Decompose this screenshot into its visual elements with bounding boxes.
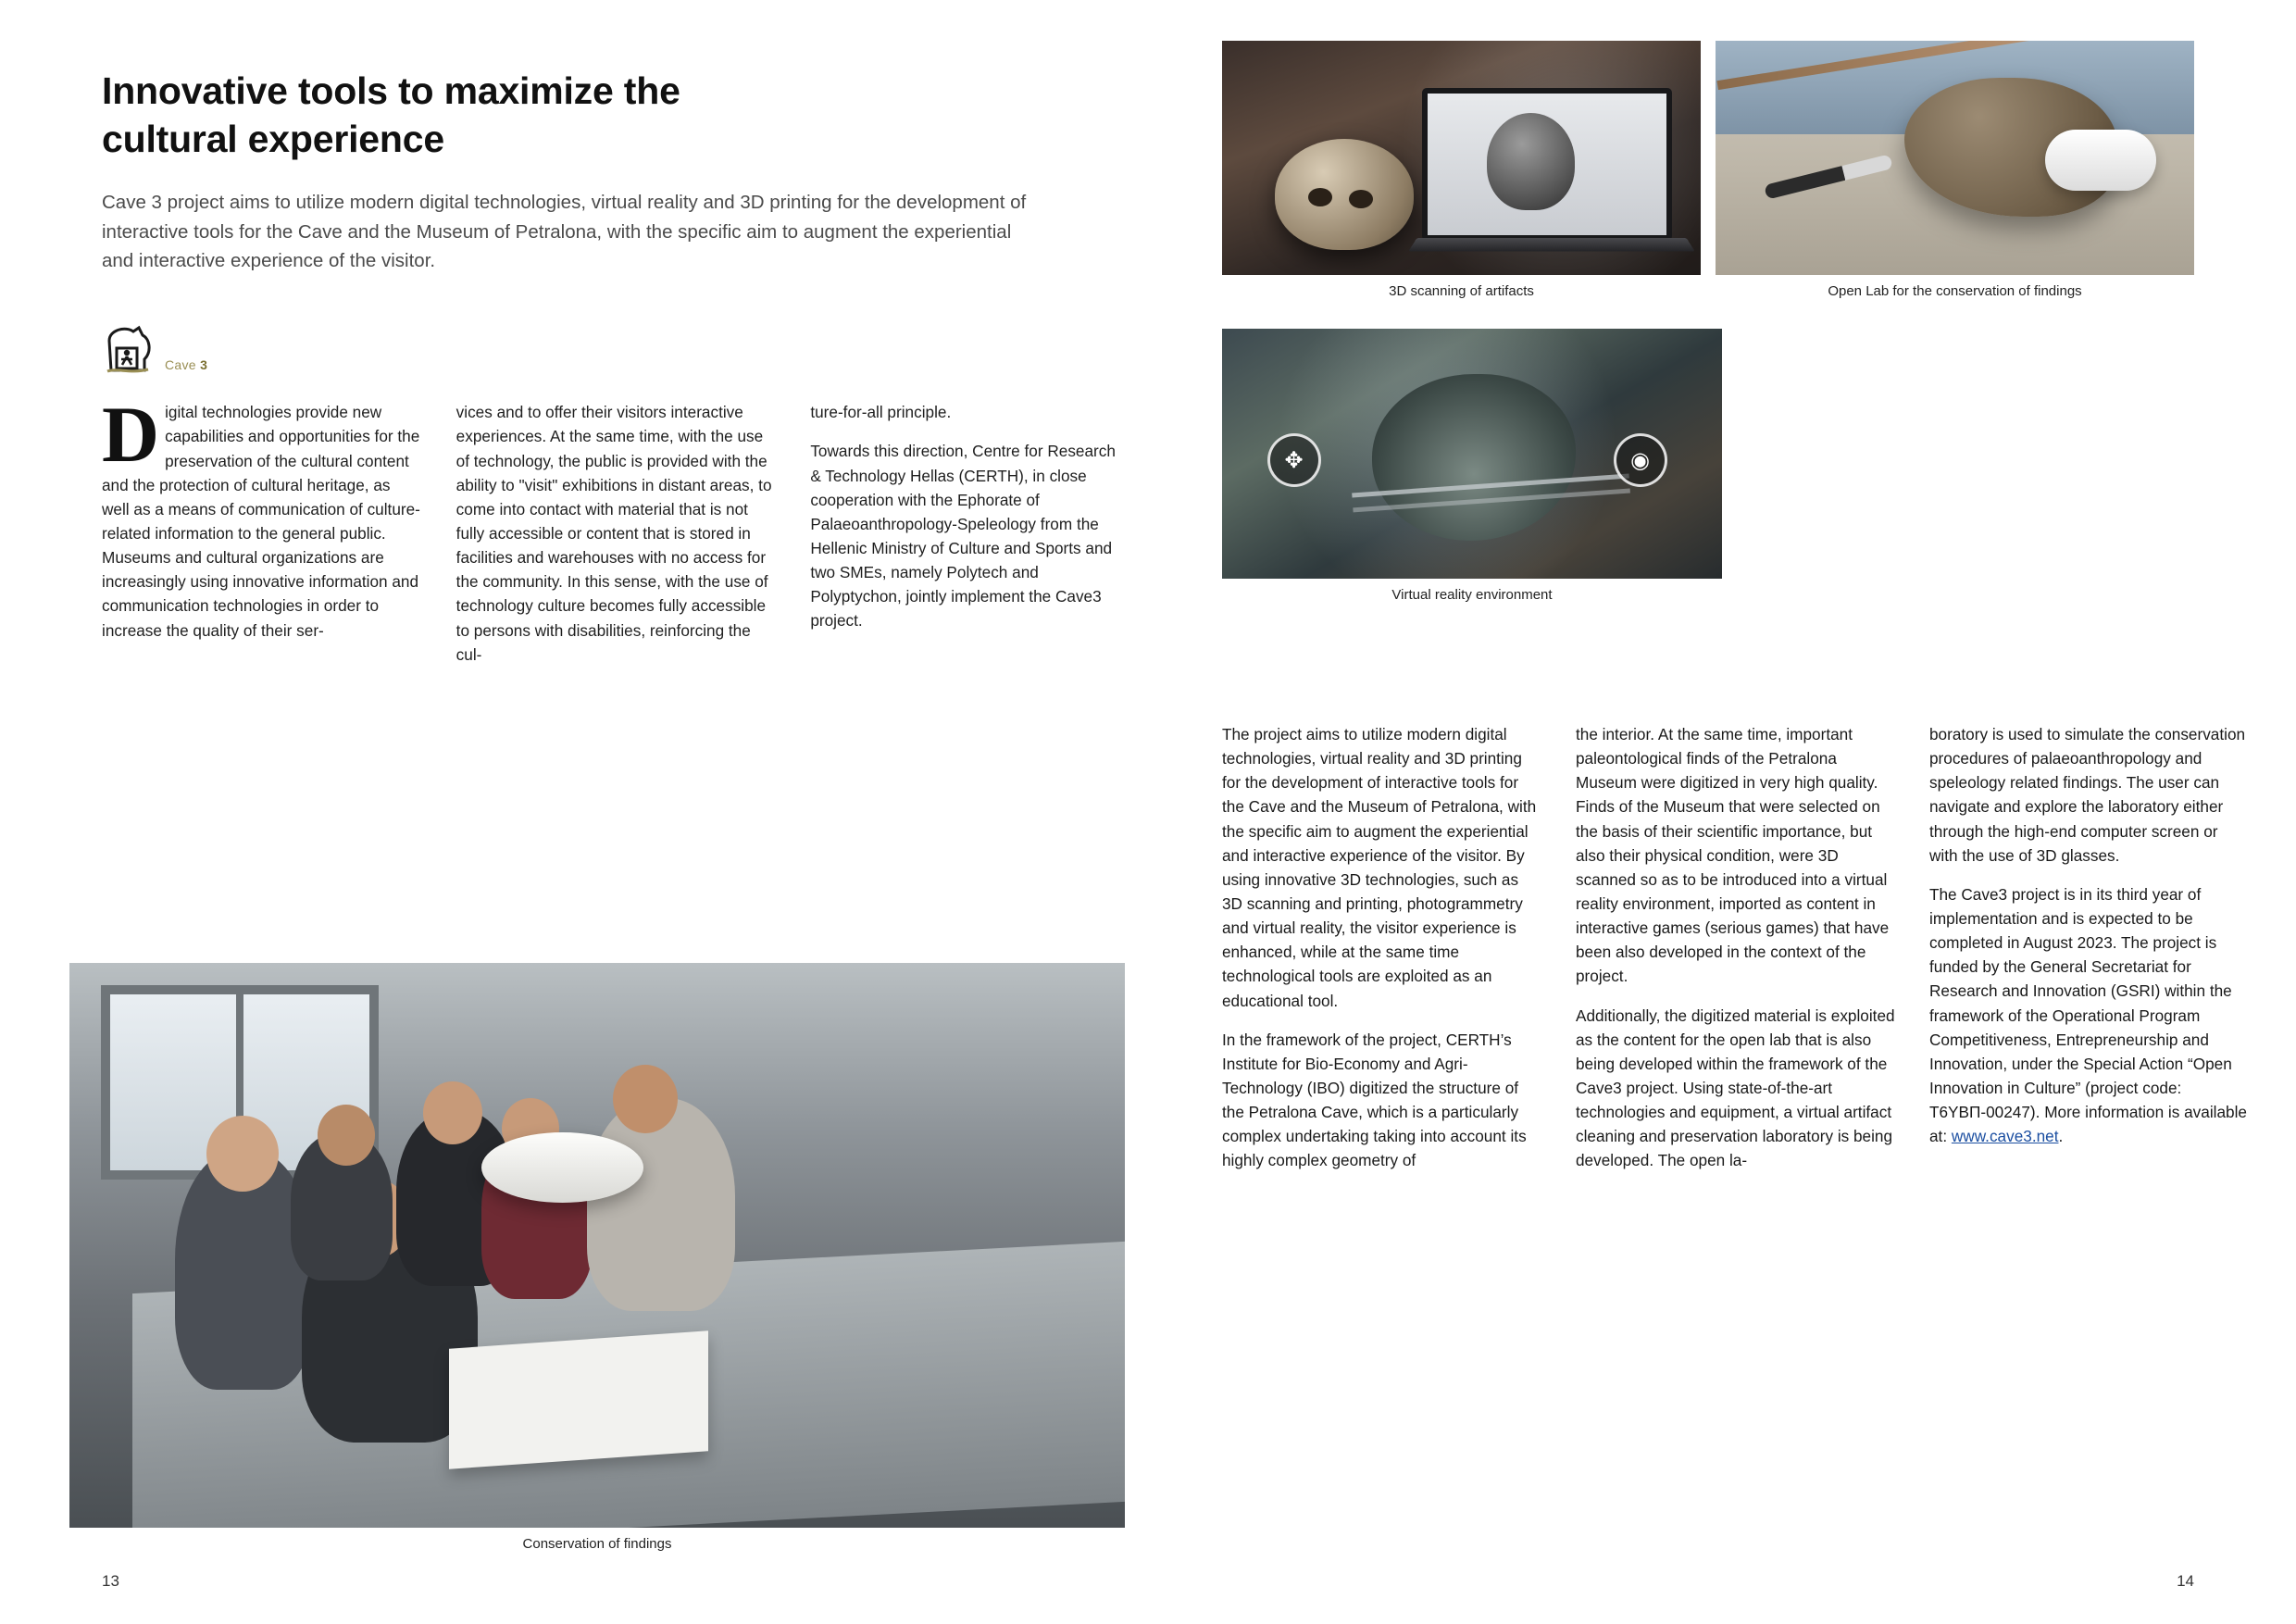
camera-icon[interactable]: ◉ bbox=[1614, 433, 1667, 487]
person-head bbox=[613, 1065, 678, 1133]
cave-logo-word: Cave bbox=[165, 357, 196, 373]
laptop-base-detail bbox=[1408, 237, 1695, 251]
paragraph: The project aims to utilize modern digital technologies, virtual reality and 3D printing for the development of interactive tools for the Cave and the Museum of Petralona, with the specific aim to augment the experiential and interactive experience of the visitor. By using innovative 3D technologies, such as 3D scanning and printing, photogrammetry and virtual reality, the visitor experience is enhanced, while at the same time technological tools are exploited as an educational tool. bbox=[1222, 725, 1537, 1010]
virtual-hand-detail bbox=[2045, 130, 2156, 191]
photo-caption: Open Lab for the conservation of findings bbox=[1828, 283, 2082, 299]
body-column-3 bbox=[810, 400, 1129, 667]
paragraph: the interior. At the same time, important paleontological finds of the Petralona Museum were digitized in very high quality. Finds of the Museum that were selected on the basis of their scientific importance, but also their physical condition, were 3D scanned so as to be introduced into a virtual reality environment, imported as content in interactive games (serious games) that have been also developed in the context of the project. bbox=[1576, 725, 1890, 986]
cave3-logo bbox=[102, 311, 1139, 376]
body-column-4 bbox=[1222, 722, 1542, 1188]
laptop-detail bbox=[1422, 88, 1672, 241]
left-body-columns bbox=[102, 390, 1129, 667]
top-photo-row bbox=[1222, 41, 2194, 299]
move-arrows-icon[interactable]: ✥ bbox=[1267, 433, 1321, 487]
worktray-detail bbox=[449, 1330, 708, 1469]
body-column-6 bbox=[1929, 722, 2250, 1188]
paragraph: vices and to offer their visitors interactive experiences. At the same time, with the use of technology, the public is provided with the ability to "visit" exhibitions in distant areas, to come into contact with material that is not fully accessible or content that is stored in facilities and warehouses with no access for the community. In this sense, with the use of technology culture becomes fully accessible to persons with disabilities, reinforcing the cul- bbox=[455, 403, 772, 664]
cave-logo-label bbox=[165, 357, 207, 376]
paragraph-text: igital technologies provide new capabilities and opportunities for the preservation of the cultural content and the protection of cultural heritage, as well as a means of communication of culture-related information to the general public. Museums and cultural organizations are increasingly using innovative information and communication technologies in order to increase the quality of their ser- bbox=[102, 403, 420, 640]
paragraph: Additionally, the digitized material is exploited as the content for the open lab that is also being developed within the framework of the Cave3 project. Using state-of-the-art technologies and equipment, a virtual artifact cleaning and preservation laboratory is being developed. The open la- bbox=[1576, 1006, 1895, 1170]
paragraph bbox=[102, 390, 421, 642]
person-head bbox=[206, 1116, 279, 1192]
cave-logo-number: 3 bbox=[200, 357, 208, 373]
conservation-photo-block bbox=[69, 963, 1125, 1552]
person-figure bbox=[587, 1098, 735, 1311]
body-column-5 bbox=[1576, 722, 1896, 1188]
open-lab-photo bbox=[1716, 41, 2194, 275]
photo-caption: Conservation of findings bbox=[522, 1536, 672, 1552]
body-column-2 bbox=[456, 400, 776, 667]
paragraph: Towards this direction, Centre for Research & Technology Hellas (CERTH), in close cooperation with the Ephorate of Palaeoanthropology-Speleology from the Hellenic Ministry of Culture and Sports and two SMEs, namely Polytech and Polyptychon, jointly implement the Cave3 project. bbox=[810, 442, 1116, 631]
lamp-head-detail bbox=[481, 1132, 643, 1203]
virtual-reality-photo bbox=[1222, 329, 1722, 579]
paragraph: ture-for-all principle. bbox=[810, 403, 952, 422]
openlab-photo-block bbox=[1716, 41, 2194, 299]
page-title: Innovative tools to maximize the cultural experience bbox=[102, 69, 680, 161]
photo-caption: Virtual reality environment bbox=[1391, 587, 1553, 603]
paragraph-with-link bbox=[1929, 882, 2250, 1149]
vr-photo-block bbox=[1222, 329, 1722, 603]
body-column-1 bbox=[102, 390, 421, 667]
person-head bbox=[318, 1105, 375, 1166]
cave3-website-link[interactable]: www.cave3.net bbox=[1951, 1127, 2059, 1146]
3d-scanning-photo bbox=[1222, 41, 1701, 275]
paragraph-suffix: . bbox=[2058, 1127, 2064, 1146]
conservation-of-findings-photo bbox=[69, 963, 1125, 1528]
paragraph: boratory is used to simulate the conservation procedures of palaeoanthropology and speleology related findings. The user can navigate and explore the laboratory either through the high-end computer screen or with the use of 3D glasses. bbox=[1929, 725, 2246, 865]
paragraph-text: The Cave3 project is in its third year of implementation and is expected to be completed in August 2023. The project is funded by the General Secretariat for Research and Innovation (GSRI) within the framework of the Operational Program Competitiveness, Entrepreneurship and Innovation, under the Special Action “Open Innovation in Culture” (project code: Τ6ΥΒΠ-00247). More information is available at: bbox=[1929, 884, 2247, 1146]
standfirst-text: Cave 3 project aims to utilize modern digital technologies, virtual reality and 3D printing for the development of interactive tools for the Cave and the Museum of Petralona, with the specific aim to augment the experiential and interactive experience of the visitor. bbox=[102, 191, 1027, 272]
cave-logo-icon bbox=[102, 324, 159, 376]
person-head bbox=[423, 1081, 482, 1144]
right-page bbox=[1204, 0, 2296, 1624]
skull-artifact-detail bbox=[1275, 139, 1414, 250]
drop-cap: D bbox=[102, 390, 160, 480]
paragraph: In the framework of the project, CERTH’s Institute for Bio-Economy and Agri-Technology (IBO) digitized the structure of the Petralona Cave, which is a particularly complex undertaking taking into account its highly complex geometry of bbox=[1222, 1030, 1527, 1170]
right-body-columns bbox=[1222, 722, 2250, 1188]
cave-opening-detail bbox=[1372, 374, 1576, 541]
laptop-screen-detail bbox=[1428, 94, 1666, 235]
tool-detail bbox=[1764, 154, 1893, 199]
page-number-left: 13 bbox=[102, 1572, 119, 1590]
scanning-photo-block bbox=[1222, 41, 1701, 299]
photo-caption: 3D scanning of artifacts bbox=[1389, 283, 1534, 299]
page-number-right: 14 bbox=[2177, 1572, 2194, 1590]
